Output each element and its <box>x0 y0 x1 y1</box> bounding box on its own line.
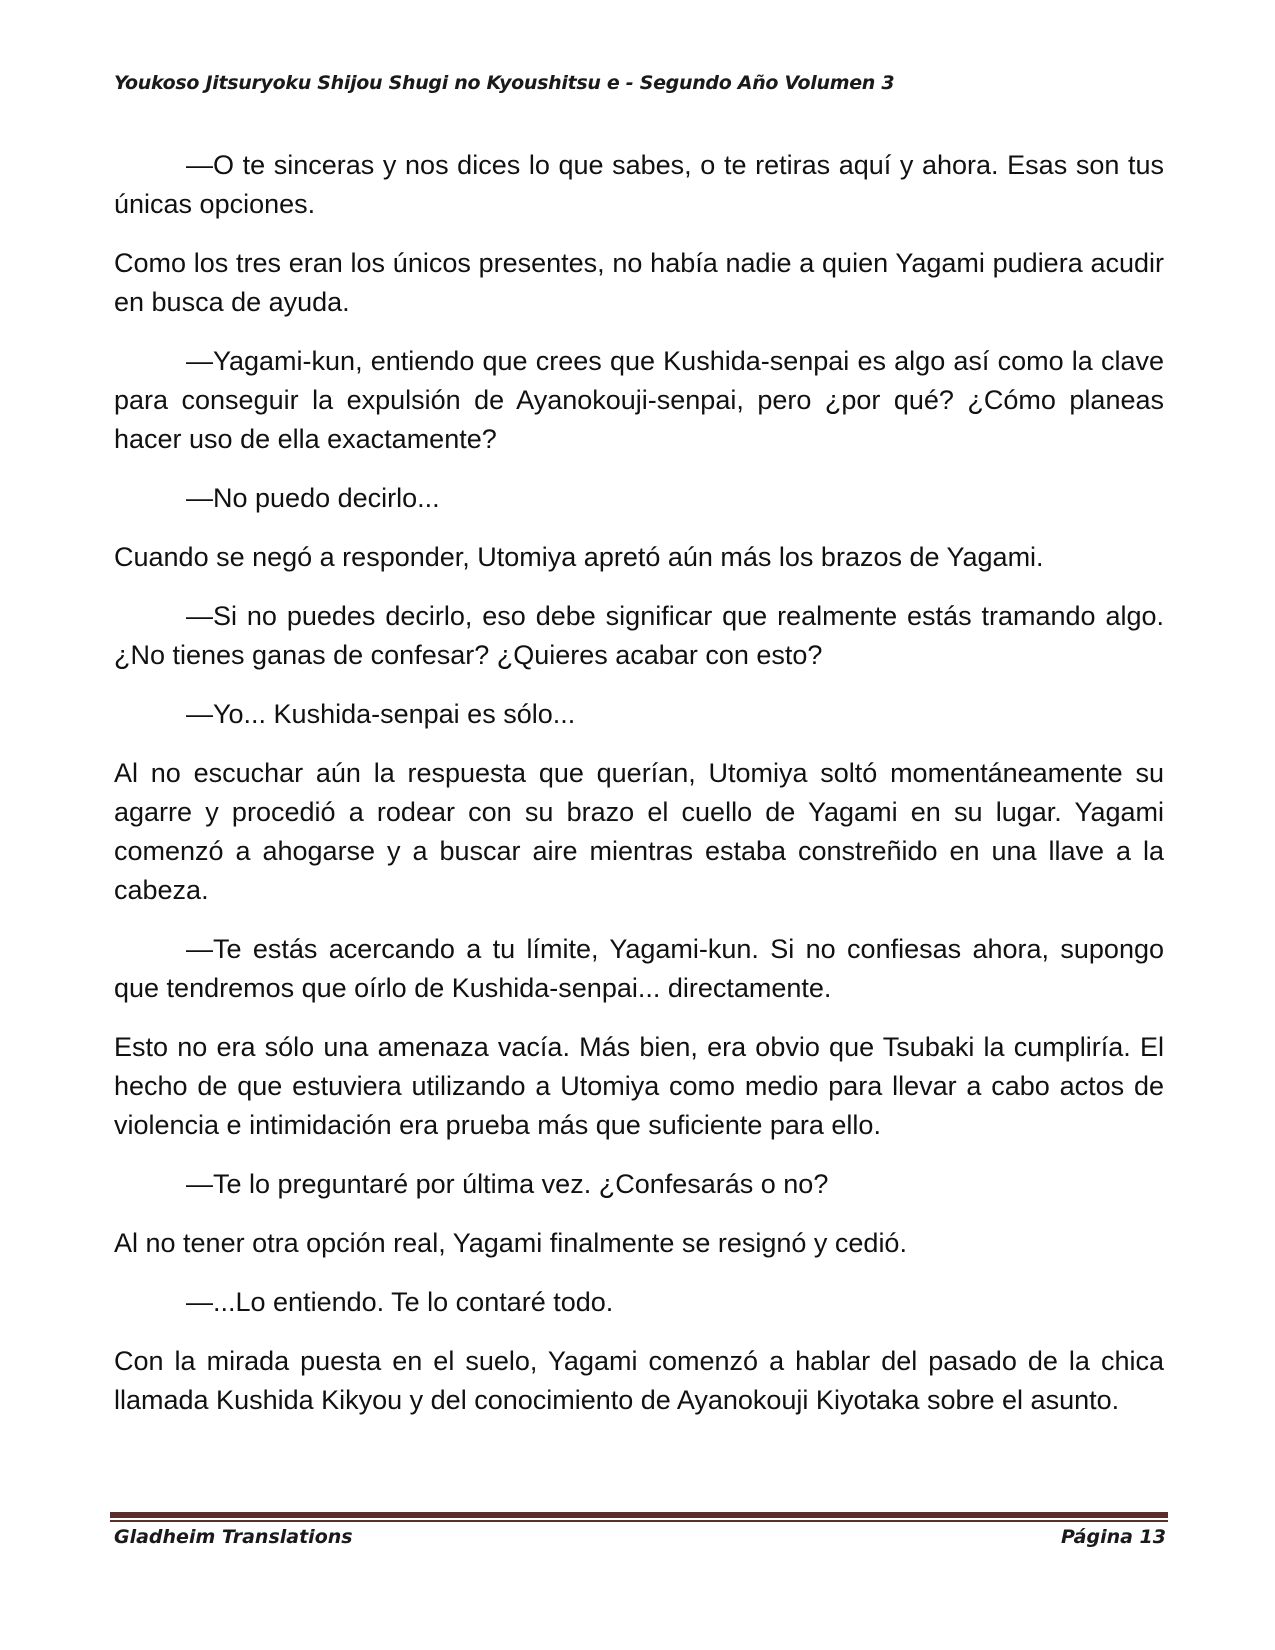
paragraph: —Yagami-kun, entiendo que crees que Kushida-senpai es algo así como la clave para conseguir la expulsión de Ayanokouji-senpai, pero ¿por qué? ¿Cómo planeas hacer uso de ella exactamente? <box>114 346 1164 454</box>
paragraph: Esto no era sólo una amenaza vacía. Más bien, era obvio que Tsubaki la cumpliría. El hecho de que estuviera utilizando a Utomiya como medio para llevar a cabo actos de violencia e intimidación era prueba más que suficiente para ello. <box>114 1032 1164 1140</box>
page-footer <box>114 1526 1166 1548</box>
paragraph: —Si no puedes decirlo, eso debe significar que realmente estás tramando algo. ¿No tienes ganas de confesar? ¿Quieres acabar con esto? <box>114 601 1164 670</box>
page-header: Youkoso Jitsuryoku Shijou Shugi no Kyoushitsu e - Segundo Año Volumen 3 <box>114 72 895 94</box>
paragraph: —Te estás acercando a tu límite, Yagami-kun. Si no confiesas ahora, supongo que tendremos que oírlo de Kushida-senpai... directamente. <box>114 934 1164 1003</box>
paragraph: Al no escuchar aún la respuesta que querían, Utomiya soltó momentáneamente su agarre y procedió a rodear con su brazo el cuello de Yagami en su lugar. Yagami comenzó a ahogarse y a buscar aire mientras estaba constreñido en una llave a la cabeza. <box>114 758 1164 905</box>
paragraph: Con la mirada puesta en el suelo, Yagami comenzó a hablar del pasado de la chica llamada Kushida Kikyou y del conocimiento de Ayanokouji Kiyotaka sobre el asunto. <box>114 1346 1164 1415</box>
footer-rule <box>110 1512 1168 1518</box>
paragraph: —O te sinceras y nos dices lo que sabes, o te retiras aquí y ahora. Esas son tus únicas opciones. <box>114 150 1164 219</box>
paragraph: Al no tener otra opción real, Yagami finalmente se resignó y cedió. <box>114 1228 907 1258</box>
paragraph: —Yo... Kushida-senpai es sólo... <box>186 699 576 729</box>
paragraph: —Te lo preguntaré por última vez. ¿Confesarás o no? <box>186 1169 829 1199</box>
footer-page-number: Página 13 <box>1060 1526 1166 1548</box>
footer-publisher: Gladheim Translations <box>114 1526 353 1548</box>
body-text <box>114 146 1164 1440</box>
paragraph: —...Lo entiendo. Te lo contaré todo. <box>186 1287 614 1317</box>
paragraph: Cuando se negó a responder, Utomiya apretó aún más los brazos de Yagami. <box>114 542 1044 572</box>
footer-rule-thin <box>110 1520 1168 1522</box>
paragraph: —No puedo decirlo... <box>186 483 440 513</box>
paragraph: Como los tres eran los únicos presentes, no había nadie a quien Yagami pudiera acudir en busca de ayuda. <box>114 248 1164 317</box>
